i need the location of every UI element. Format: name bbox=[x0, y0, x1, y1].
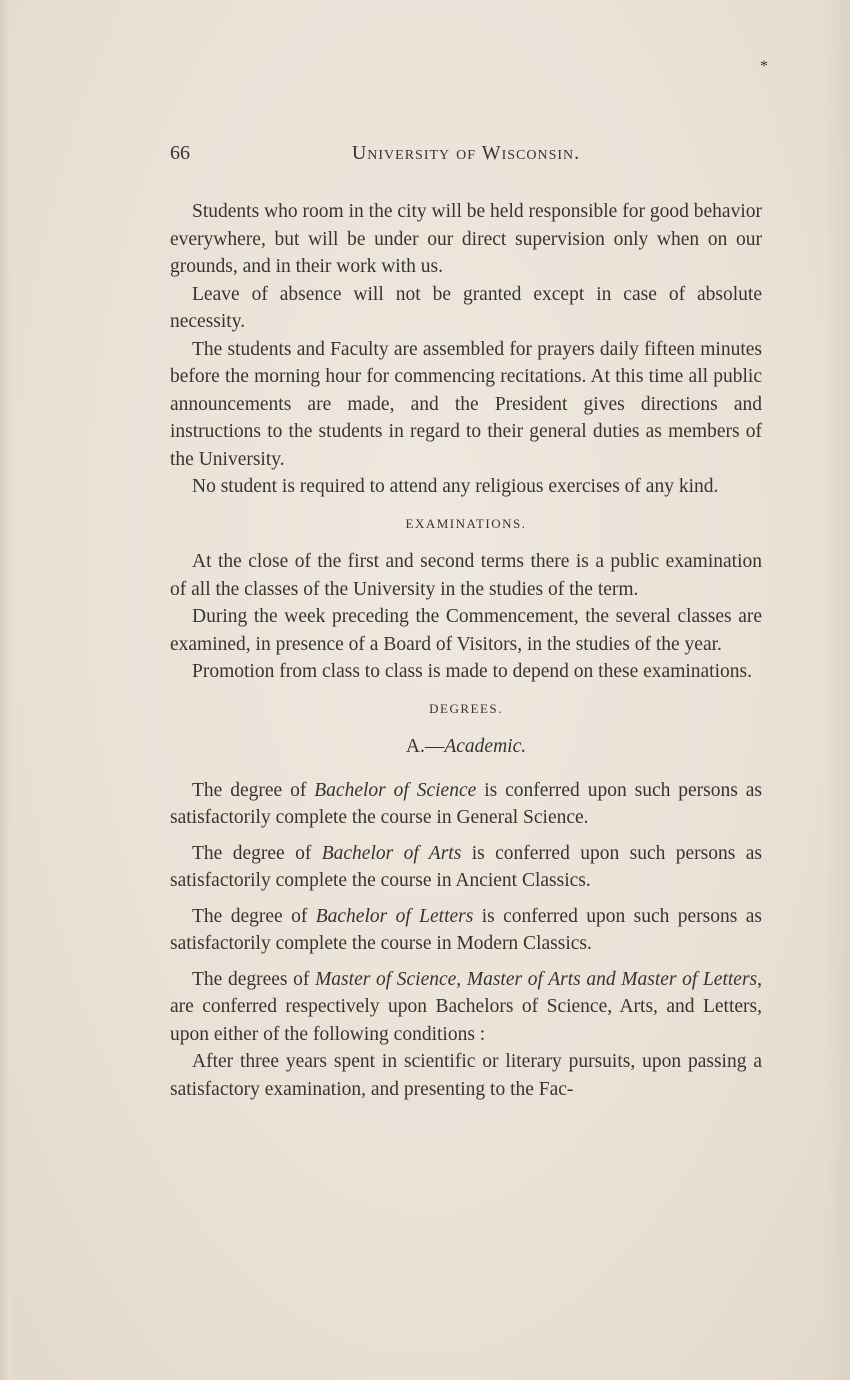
examinations-heading: EXAMINATIONS. bbox=[405, 515, 527, 531]
running-title: University of Wisconsin. bbox=[351, 142, 581, 164]
paragraph-master-degrees bbox=[170, 966, 762, 1049]
degree-name: Bachelor of Science bbox=[314, 779, 477, 801]
page-body bbox=[170, 198, 762, 1103]
paragraph-leave-of-absence: Leave of absence will not be granted except in case of absolute necessity. bbox=[170, 283, 762, 332]
text-run: The degree of bbox=[192, 779, 315, 801]
degree-name: Bachelor of Letters bbox=[315, 905, 474, 927]
text-run: are conferred respectively upon Bachelors of Science, Arts, and Letters, upon either of the following conditions : bbox=[170, 996, 762, 1045]
text-run: The degrees of bbox=[192, 968, 316, 990]
paragraph-city-students: Students who room in the city will be held responsible for good behavior everywhere, but will be under our direct supervision only when on our grounds, and in their work with us. bbox=[170, 201, 762, 277]
paragraph-promotion: Promotion from class to class is made to depend on these examinations. bbox=[192, 661, 752, 682]
paragraph-religious-exercises: No student is required to attend any religious exercises of any kind. bbox=[192, 476, 719, 497]
academic-prefix: A.— bbox=[405, 736, 445, 757]
paragraph-bachelor-science bbox=[170, 777, 762, 832]
degree-name: Bachelor of Arts bbox=[321, 842, 462, 864]
text-run: is conferred upon such persons as satisfactorily complete the course in General Science. bbox=[170, 779, 763, 828]
paragraph-bachelor-letters bbox=[170, 903, 762, 958]
degrees-heading: DEGREES. bbox=[429, 700, 503, 716]
paragraph-public-examination: At the close of the first and second terms there is a public examination of all the classes of the University in the studies of the term. bbox=[170, 551, 762, 600]
page-number: 66 bbox=[170, 142, 190, 164]
text-run: The degree of bbox=[192, 905, 316, 927]
paragraph-commencement-examination: During the week preceding the Commencement, the several classes are examined, in presence of a Board of Visitors, in the studies of the year. bbox=[170, 606, 762, 655]
academic-subheading bbox=[170, 733, 762, 761]
page-right-edge bbox=[824, 0, 850, 1380]
text-run: is conferred upon such persons as satisfactorily complete the course in Ancient Classics. bbox=[170, 842, 762, 891]
running-header bbox=[170, 142, 762, 172]
paragraph-prayers: The students and Faculty are assembled for prayers daily fifteen minutes before the morning hour for commencing recitations. At this time all public announcements are made, and the President gives directions and instructions to the students in regard to their general duties as members of the University. bbox=[170, 338, 762, 470]
text-run: The degree of bbox=[192, 842, 322, 864]
academic-word: Academic. bbox=[444, 736, 527, 757]
corner-mark: * bbox=[760, 58, 768, 75]
page-left-edge bbox=[0, 0, 14, 1380]
paragraph-three-years: After three years spent in scientific or literary pursuits, upon passing a satisfactory examination, and presenting to the Fac- bbox=[170, 1051, 762, 1100]
degree-name: Master of Science, Master of Arts and Master of Letters, bbox=[315, 968, 763, 990]
text-run: is conferred upon such persons as satisfactorily complete the course in Modern Classics. bbox=[170, 905, 762, 954]
paragraph-bachelor-arts bbox=[170, 840, 762, 895]
